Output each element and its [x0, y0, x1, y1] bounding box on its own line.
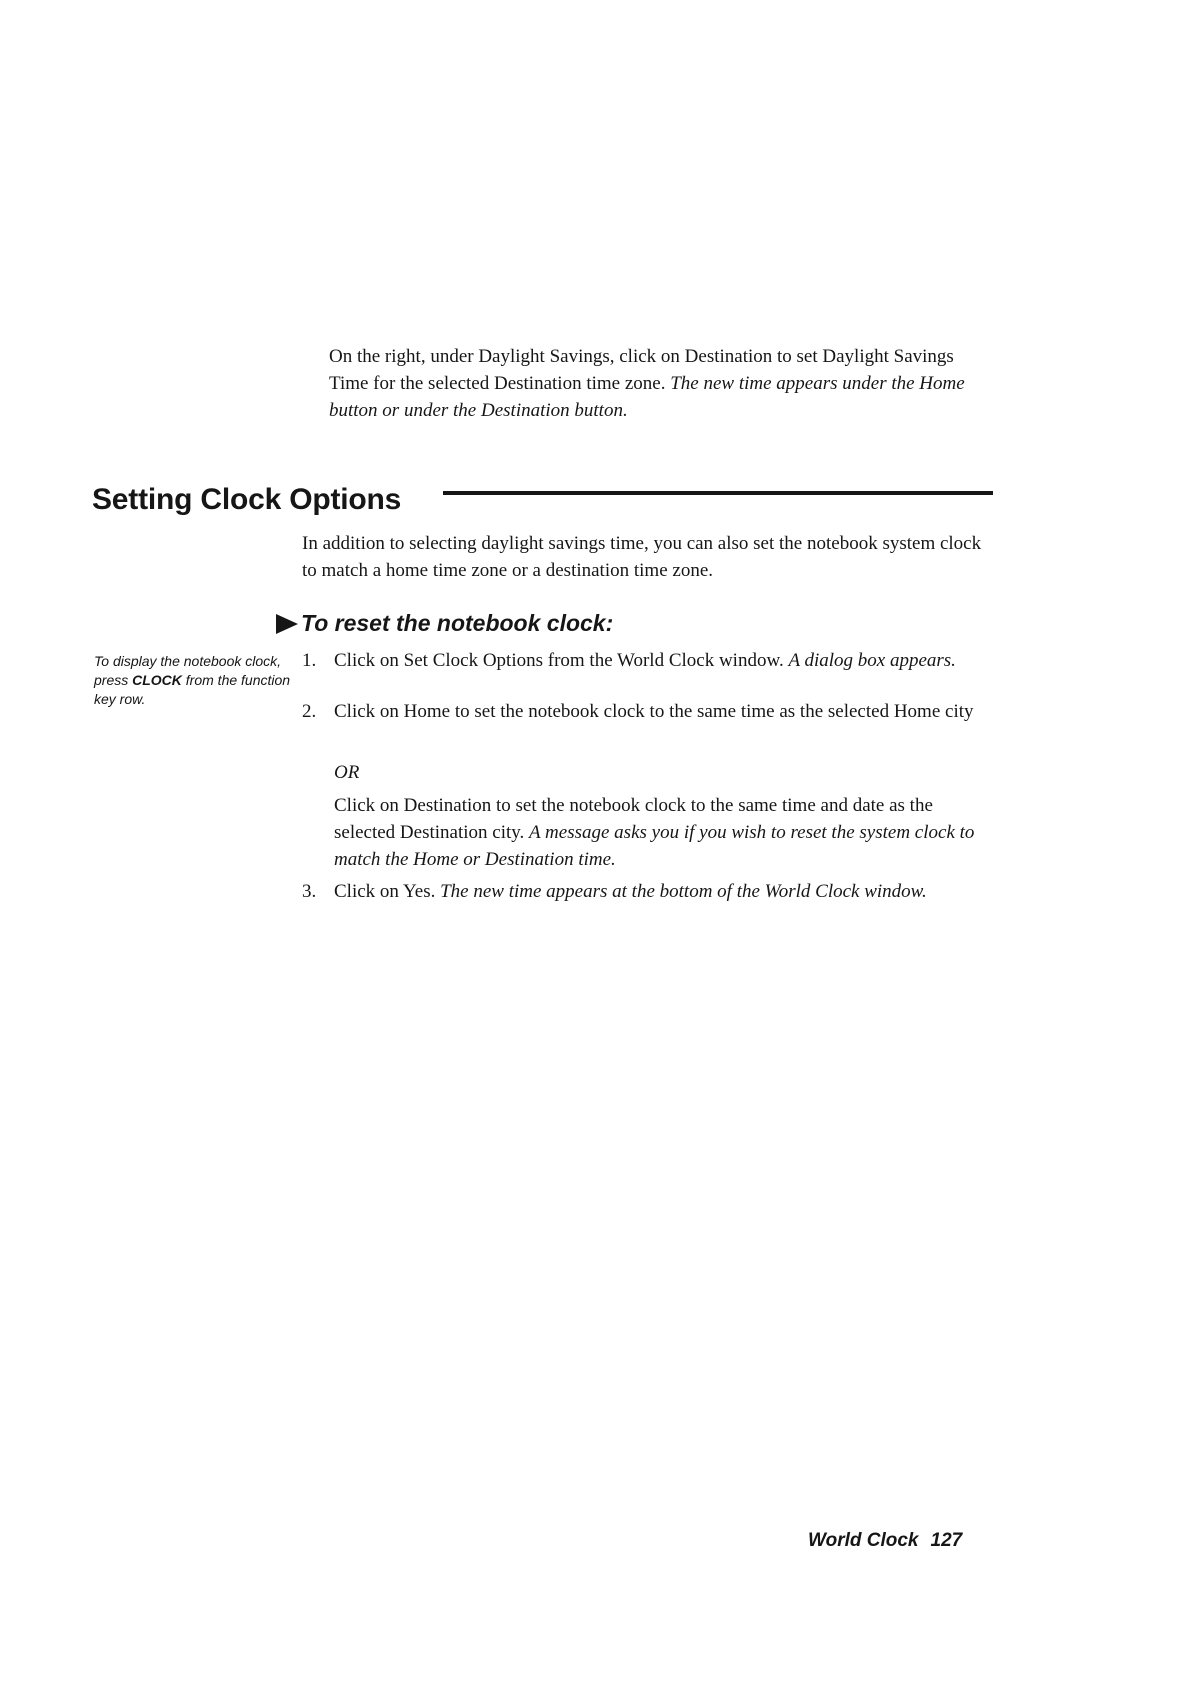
step-body — [334, 646, 992, 675]
step-number: 2. — [302, 701, 317, 722]
footer-chapter: World Clock — [808, 1530, 919, 1551]
procedure-title-text: To reset the notebook clock: — [301, 610, 614, 636]
heading-rule — [443, 491, 993, 495]
margin-note — [94, 652, 294, 709]
step-text: Click on Yes. — [334, 881, 436, 902]
or-label: OR — [334, 762, 360, 783]
step-body — [334, 877, 992, 906]
procedure-title — [276, 610, 613, 637]
margin-note-suffix: from the function key row. — [94, 672, 291, 707]
step-number: 3. — [302, 881, 317, 902]
step-result: A dialog box appears. — [788, 650, 956, 671]
step-2 — [302, 697, 992, 726]
step-3 — [302, 877, 992, 906]
step-result: The new time appears at the bottom of the World Clock window. — [440, 881, 927, 902]
section-heading: Setting Clock Options — [92, 483, 402, 516]
margin-note-prefix: To display the notebook clock, press — [94, 653, 282, 688]
intro-paragraph — [329, 343, 989, 424]
page-footer — [808, 1530, 962, 1552]
page-number: 127 — [930, 1530, 963, 1551]
intro-text: On the right, under Daylight Savings, click on Destination to set Daylight Savings Time for the selected Destination time zone. — [329, 346, 954, 394]
margin-note-key: CLOCK — [132, 672, 182, 688]
step-body — [334, 697, 992, 726]
alternative-result: A message asks you if you wish to reset the system clock to match the Home or Destination time. — [334, 822, 975, 870]
triangle-arrow-icon — [276, 614, 298, 634]
step-number: 1. — [302, 650, 317, 671]
intro-result: The new time appears under the Home button or under the Destination button. — [329, 373, 965, 421]
alternative-text: Click on Destination to set the notebook clock to the same time and date as the selected Destination city. — [334, 795, 933, 843]
step-text: Click on Home to set the notebook clock to the same time as the selected Home city — [334, 701, 974, 722]
step-text: Click on Set Clock Options from the World Clock window. — [334, 650, 784, 671]
step-1 — [302, 646, 992, 675]
alternative-step — [334, 792, 994, 873]
section-intro-paragraph: In addition to selecting daylight savings time, you can also set the notebook system clock to match a home time zone or a destination time zone. — [302, 533, 982, 581]
